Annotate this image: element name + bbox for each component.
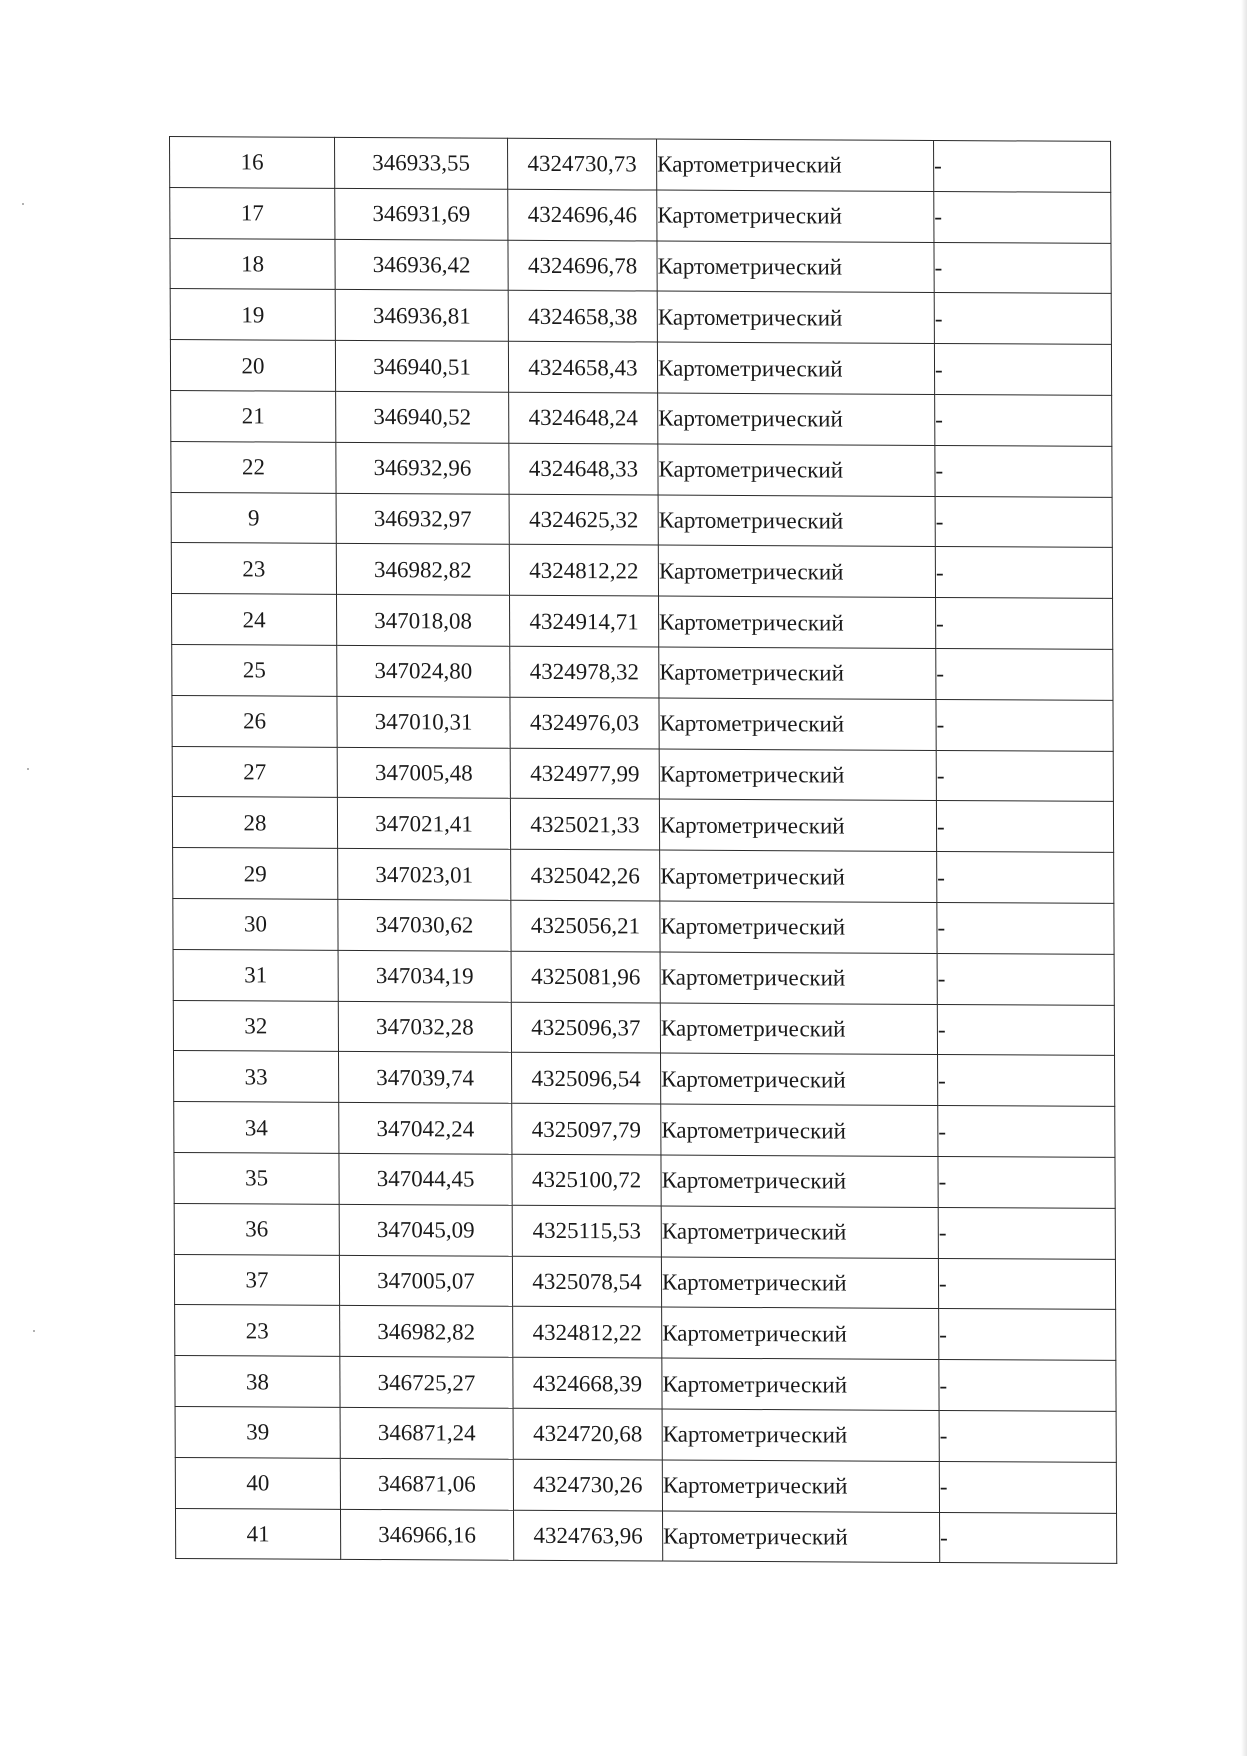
point-number-cell: 26 [172, 695, 337, 747]
table-row [171, 594, 1112, 650]
point-number-cell: 34 [174, 1102, 339, 1154]
point-number-cell: 35 [174, 1152, 339, 1204]
y-coordinate-cell: 4324696,78 [508, 240, 657, 292]
precision-cell: - [938, 1258, 1115, 1310]
method-cell: Картометрический [660, 952, 937, 1004]
table-row [171, 543, 1112, 599]
precision-cell: - [935, 445, 1112, 497]
point-number-cell: 28 [172, 797, 337, 849]
table-row [174, 1102, 1115, 1158]
method-cell: Картометрический [661, 1053, 938, 1105]
method-cell: Картометрический [662, 1409, 939, 1461]
y-coordinate-cell: 4324668,39 [513, 1357, 662, 1409]
x-coordinate-cell: 346933,55 [335, 137, 508, 189]
table-row [171, 492, 1112, 548]
precision-cell: - [935, 394, 1112, 446]
method-cell: Картометрический [658, 545, 935, 597]
table-row [175, 1356, 1116, 1412]
x-coordinate-cell: 347045,09 [339, 1204, 512, 1256]
x-coordinate-cell: 347032,28 [338, 1001, 511, 1053]
method-cell: Картометрический [662, 1307, 939, 1359]
y-coordinate-cell: 4325081,96 [511, 951, 660, 1003]
table-row [175, 1508, 1116, 1564]
point-number-cell: 25 [172, 644, 337, 696]
point-number-cell: 33 [173, 1051, 338, 1103]
x-coordinate-cell: 347044,45 [339, 1153, 512, 1205]
method-cell: Картометрический [657, 342, 934, 394]
precision-cell: - [937, 852, 1114, 904]
point-number-cell: 9 [171, 492, 336, 544]
precision-cell: - [938, 1055, 1115, 1107]
method-cell: Картометрический [658, 495, 935, 547]
method-cell: Картометрический [661, 1257, 938, 1309]
precision-cell: - [934, 344, 1111, 396]
point-number-cell: 41 [175, 1508, 340, 1560]
precision-cell: - [936, 648, 1113, 700]
y-coordinate-cell: 4324977,99 [510, 748, 659, 800]
table-row [171, 441, 1112, 497]
table-row [174, 1152, 1115, 1208]
method-cell: Картометрический [661, 1104, 938, 1156]
precision-cell: - [939, 1461, 1116, 1513]
method-cell: Картометрический [659, 596, 936, 648]
table-row [172, 746, 1113, 802]
method-cell: Картометрический [663, 1511, 940, 1563]
y-coordinate-cell: 4324976,03 [510, 697, 659, 749]
x-coordinate-cell: 346871,06 [340, 1458, 513, 1510]
x-coordinate-cell: 346940,52 [336, 391, 509, 443]
x-coordinate-cell: 347024,80 [337, 645, 510, 697]
point-number-cell: 18 [170, 238, 335, 290]
y-coordinate-cell: 4325097,79 [512, 1103, 661, 1155]
y-coordinate-cell: 4324914,71 [510, 595, 659, 647]
table-row [174, 1254, 1115, 1310]
precision-cell: - [936, 750, 1113, 802]
y-coordinate-cell: 4324978,32 [510, 646, 659, 698]
point-number-cell: 22 [171, 441, 336, 493]
point-number-cell: 19 [170, 289, 335, 341]
x-coordinate-cell: 346932,96 [336, 442, 509, 494]
table-row [170, 289, 1111, 345]
method-cell: Картометрический [657, 241, 934, 293]
table-row [173, 898, 1114, 954]
y-coordinate-cell: 4324730,26 [513, 1459, 662, 1511]
x-coordinate-cell: 347023,01 [338, 849, 511, 901]
table-row [173, 1000, 1114, 1056]
point-number-cell: 23 [171, 543, 336, 595]
table-row [171, 390, 1112, 446]
precision-cell: - [937, 902, 1114, 954]
table-row [173, 949, 1114, 1005]
point-number-cell: 24 [171, 594, 336, 646]
table-row [170, 187, 1111, 243]
x-coordinate-cell: 347018,08 [337, 595, 510, 647]
scan-speck [22, 203, 24, 205]
precision-cell: - [935, 496, 1112, 548]
table-row [173, 848, 1114, 904]
precision-cell: - [934, 242, 1111, 294]
method-cell: Картометрический [660, 901, 937, 953]
x-coordinate-cell: 346932,97 [336, 493, 509, 545]
point-number-cell: 32 [173, 1000, 338, 1052]
point-number-cell: 21 [171, 390, 336, 442]
x-coordinate-cell: 346936,81 [335, 290, 508, 342]
x-coordinate-cell: 347010,31 [337, 696, 510, 748]
point-number-cell: 40 [175, 1457, 340, 1509]
table-row [172, 644, 1113, 700]
method-cell: Картометрический [658, 393, 935, 445]
precision-cell: - [938, 1156, 1115, 1208]
page-edge-shadow [1241, 0, 1247, 1756]
precision-cell: - [939, 1360, 1116, 1412]
point-number-cell: 38 [175, 1356, 340, 1408]
x-coordinate-cell: 346966,16 [340, 1509, 513, 1561]
y-coordinate-cell: 4324648,33 [509, 443, 658, 495]
precision-cell: - [935, 547, 1112, 599]
precision-cell: - [936, 699, 1113, 751]
x-coordinate-cell: 347042,24 [339, 1102, 512, 1154]
method-cell: Картометрический [657, 190, 934, 242]
point-number-cell: 29 [173, 848, 338, 900]
precision-cell: - [936, 801, 1113, 853]
coordinates-table [169, 136, 1117, 1564]
method-cell: Картометрический [659, 698, 936, 750]
table-row [174, 1203, 1115, 1259]
precision-cell: - [934, 191, 1111, 243]
y-coordinate-cell: 4325078,54 [512, 1256, 661, 1308]
table-row [170, 137, 1111, 193]
point-number-cell: 27 [172, 746, 337, 798]
x-coordinate-cell: 347030,62 [338, 899, 511, 951]
y-coordinate-cell: 4324812,22 [513, 1307, 662, 1359]
x-coordinate-cell: 346940,51 [335, 341, 508, 393]
method-cell: Картометрический [659, 749, 936, 801]
y-coordinate-cell: 4324812,22 [509, 545, 658, 597]
point-number-cell: 16 [170, 137, 335, 189]
method-cell: Картометрический [661, 1206, 938, 1258]
y-coordinate-cell: 4324763,96 [513, 1510, 662, 1562]
point-number-cell: 36 [174, 1203, 339, 1255]
method-cell: Картометрический [661, 1155, 938, 1207]
table-row [172, 797, 1113, 853]
y-coordinate-cell: 4325056,21 [511, 900, 660, 952]
precision-cell: - [938, 1106, 1115, 1158]
method-cell: Картометрический [662, 1358, 939, 1410]
x-coordinate-cell: 346936,42 [335, 239, 508, 291]
table-row [175, 1305, 1116, 1361]
x-coordinate-cell: 346931,69 [335, 188, 508, 240]
x-coordinate-cell: 346871,24 [340, 1407, 513, 1459]
y-coordinate-cell: 4324658,38 [508, 291, 657, 343]
method-cell: Картометрический [659, 647, 936, 699]
scan-speck [27, 768, 29, 770]
point-number-cell: 20 [170, 340, 335, 392]
point-number-cell: 31 [173, 949, 338, 1001]
precision-cell: - [939, 1410, 1116, 1462]
y-coordinate-cell: 4324696,46 [508, 189, 657, 241]
precision-cell: - [934, 141, 1111, 193]
y-coordinate-cell: 4325021,33 [510, 799, 659, 851]
precision-cell: - [934, 293, 1111, 345]
x-coordinate-cell: 347039,74 [338, 1052, 511, 1104]
point-number-cell: 23 [175, 1305, 340, 1357]
precision-cell: - [938, 1207, 1115, 1259]
method-cell: Картометрический [657, 291, 934, 343]
point-number-cell: 39 [175, 1406, 340, 1458]
y-coordinate-cell: 4325100,72 [512, 1154, 661, 1206]
y-coordinate-cell: 4324625,32 [509, 494, 658, 546]
precision-cell: - [940, 1512, 1117, 1564]
method-cell: Картометрический [662, 1460, 939, 1512]
y-coordinate-cell: 4325096,37 [511, 1002, 660, 1054]
y-coordinate-cell: 4324730,73 [508, 138, 657, 190]
point-number-cell: 17 [170, 187, 335, 239]
point-number-cell: 30 [173, 898, 338, 950]
x-coordinate-cell: 347005,07 [339, 1255, 512, 1307]
table-row [170, 238, 1111, 294]
coordinates-table-body [170, 137, 1117, 1564]
x-coordinate-cell: 347034,19 [338, 950, 511, 1002]
y-coordinate-cell: 4325115,53 [512, 1205, 661, 1257]
precision-cell: - [937, 1004, 1114, 1056]
y-coordinate-cell: 4325042,26 [511, 849, 660, 901]
precision-cell: - [939, 1309, 1116, 1361]
point-number-cell: 37 [174, 1254, 339, 1306]
method-cell: Картометрический [658, 444, 935, 496]
x-coordinate-cell: 347005,48 [337, 747, 510, 799]
method-cell: Картометрический [660, 850, 937, 902]
x-coordinate-cell: 346982,82 [336, 544, 509, 596]
precision-cell: - [937, 953, 1114, 1005]
y-coordinate-cell: 4324720,68 [513, 1408, 662, 1460]
table-row [175, 1457, 1116, 1513]
y-coordinate-cell: 4324658,43 [508, 341, 657, 393]
scan-speck [33, 1330, 35, 1332]
table-row [170, 340, 1111, 396]
y-coordinate-cell: 4324648,24 [509, 392, 658, 444]
x-coordinate-cell: 346982,82 [340, 1306, 513, 1358]
y-coordinate-cell: 4325096,54 [512, 1053, 661, 1105]
table-row [175, 1406, 1116, 1462]
method-cell: Картометрический [657, 139, 934, 191]
x-coordinate-cell: 346725,27 [340, 1356, 513, 1408]
method-cell: Картометрический [659, 799, 936, 851]
table-row [172, 695, 1113, 751]
precision-cell: - [936, 598, 1113, 650]
method-cell: Картометрический [660, 1003, 937, 1055]
table-row [173, 1051, 1114, 1107]
x-coordinate-cell: 347021,41 [337, 798, 510, 850]
